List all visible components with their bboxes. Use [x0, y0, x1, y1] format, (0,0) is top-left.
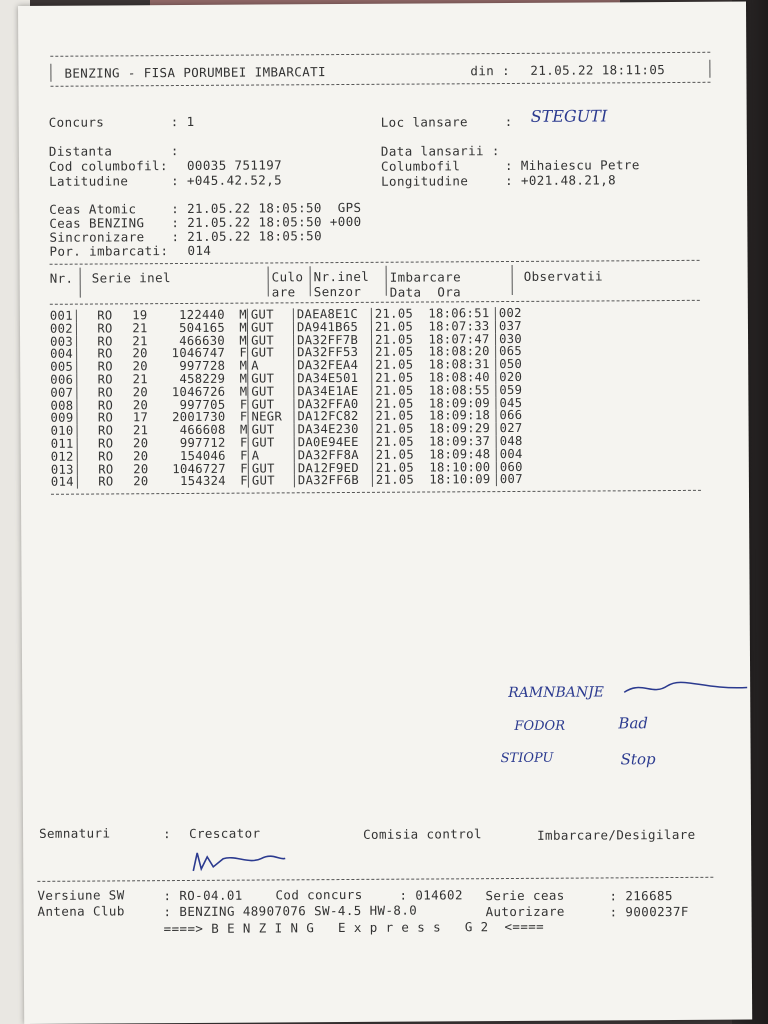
row-number: 006	[50, 372, 74, 387]
cod-columbofil-value: 00035 751197	[186, 157, 283, 173]
ring-year: 20	[132, 359, 148, 374]
row-number: 005	[50, 359, 74, 374]
pigeon-sex: F	[240, 448, 248, 463]
observation: 066	[496, 409, 540, 422]
boarding-datetime: 21.05 18:09:37	[372, 435, 496, 449]
loc-lansare-colon: :	[504, 113, 513, 130]
ring-country: RO	[97, 398, 114, 413]
ring-country: RO	[98, 474, 114, 489]
boarding-datetime: 21.05 18:07:33	[371, 320, 495, 334]
boarding-datetime: 21.05 18:09:48	[372, 448, 496, 462]
col-nr: Nr.	[49, 270, 74, 286]
ring-year: 20	[133, 474, 149, 489]
row-divider	[77, 425, 86, 438]
comisia-control-label: Comisia control	[363, 826, 483, 842]
loc-lansare-handwritten: STEGUTI	[530, 106, 608, 126]
observation: 065	[496, 345, 540, 358]
observation: 020	[496, 371, 540, 384]
boarding-datetime: 21.05 18:08:55	[372, 384, 496, 398]
boarding-datetime: 21.05 18:07:47	[372, 333, 496, 347]
ring-year: 21	[132, 423, 149, 438]
handwritten-signature-3: Stop	[620, 750, 656, 769]
ring-year: 21	[132, 321, 148, 336]
cod-concurs-value: : 014602	[399, 887, 463, 903]
col-serie-inel: Serie inel	[91, 270, 171, 286]
ceas-benzing-label: Ceas BENZING	[49, 215, 145, 231]
crescator-label: Crescator	[189, 825, 261, 841]
observation: 007	[496, 473, 540, 486]
ring-number: 504165	[179, 320, 226, 335]
pigeon-color: GUT	[247, 321, 293, 334]
pigeon-sex: F	[240, 461, 248, 476]
ceas-benzing-value: : 21.05.22 18:05:50 +000	[171, 213, 362, 231]
row-number: 007	[50, 385, 74, 400]
print-datetime: 21.05.22 18:11:05	[530, 62, 666, 78]
semnaturi-colon: :	[163, 826, 172, 842]
observation: 048	[496, 435, 540, 448]
sensor-id: DA32FEA4	[294, 359, 372, 372]
ring-year: 20	[132, 346, 148, 361]
pigeon-color: GUT	[248, 462, 294, 475]
pigeon-color: GUT	[248, 385, 294, 398]
versiune-sw-value: : RO-04.01	[163, 887, 243, 904]
ring-country: RO	[97, 359, 113, 374]
table-top-border	[50, 260, 700, 265]
observation: 027	[496, 422, 540, 435]
pigeon-sex: M	[239, 320, 248, 335]
col-culoare-2: are	[271, 284, 296, 300]
sensor-id: DA12F9ED	[294, 461, 372, 474]
pigeon-color: NEGR	[248, 411, 294, 424]
ring-country: RO	[97, 321, 113, 336]
printed-document	[18, 2, 752, 1024]
concurs-value: : 1	[170, 113, 195, 130]
table-bottom-border	[51, 490, 701, 495]
pigeon-sex: M	[239, 333, 248, 348]
row-number: 002	[49, 321, 73, 336]
footer-top-border	[37, 877, 713, 882]
loc-lansare-label: Loc lansare	[380, 114, 468, 130]
row-divider	[77, 399, 86, 412]
observation: 045	[496, 396, 540, 409]
observation: 037	[495, 320, 539, 333]
observation: 002	[495, 307, 539, 320]
ring-year: 17	[132, 410, 149, 425]
pigeon-color: GUT	[248, 372, 294, 385]
ring-year: 20	[132, 436, 149, 451]
benzing-banner: ====> B E N Z I N G E x p r e s s G 2 <====	[163, 918, 545, 937]
row-divider	[77, 348, 86, 361]
col-divider	[268, 266, 269, 296]
sensor-id: DA34E1AE	[294, 385, 372, 398]
pigeon-color: GUT	[248, 334, 294, 347]
boarding-datetime: 21.05 18:06:51	[371, 307, 495, 321]
ceas-atomic-label: Ceas Atomic	[49, 201, 137, 217]
ring-number: 1046726	[171, 384, 226, 399]
observation: 050	[496, 358, 540, 371]
ceas-atomic-value: : 21.05.22 18:05:50 GPS	[171, 199, 362, 217]
handwritten-name-2: FODOR	[514, 718, 566, 734]
observation: 060	[496, 460, 540, 473]
boarding-datetime: 21.05 18:09:09	[372, 397, 496, 411]
porumbei-imbarcati-value: 014	[187, 242, 212, 258]
handwritten-name-1: RAMNBANJE	[508, 684, 604, 702]
distanta-label: Distanta	[48, 143, 113, 159]
serie-ceas-value: : 216685	[609, 888, 673, 904]
pigeon-sex: M	[239, 371, 248, 386]
boarding-datetime: 21.05 18:08:40	[372, 371, 496, 385]
ring-country: RO	[97, 410, 114, 425]
serie-ceas-label: Serie ceas	[485, 887, 565, 904]
row-number: 012	[50, 449, 74, 464]
table-header-border	[50, 300, 700, 305]
pigeon-table	[50, 307, 540, 489]
antena-club-value: : BENZING 48907076 SW-4.5 HW-8.0	[163, 902, 418, 920]
columbofil-value: : Mihaiescu Petre	[504, 157, 640, 174]
sensor-id: DA12FC82	[294, 410, 372, 423]
din-label: din :	[470, 62, 511, 79]
ring-number: 1046747	[171, 346, 226, 361]
ring-year: 20	[132, 384, 149, 400]
columbofil-label: Columbofil	[380, 158, 461, 174]
ring-number: 997705	[179, 397, 226, 412]
porumbei-imbarcati-label: Por. imbarcati:	[49, 243, 169, 259]
autorizare-label: Autorizare	[485, 903, 565, 920]
longitudine-value: : +021.48.21,8	[505, 172, 617, 189]
row-number: 008	[50, 398, 74, 413]
header-top-border	[50, 52, 710, 57]
boarding-datetime: 21.05 18:08:31	[372, 358, 496, 372]
row-divider	[77, 438, 86, 451]
ring-year: 21	[132, 372, 148, 387]
sincronizare-value: : 21.05.22 18:05:50	[171, 228, 323, 245]
row-number: 001	[49, 308, 73, 323]
ring-country: RO	[97, 334, 113, 349]
ring-number: 122440	[179, 307, 225, 323]
pigeon-sex: F	[239, 409, 248, 425]
row-divider	[76, 322, 85, 335]
ring-country: RO	[97, 308, 113, 323]
pigeon-sex: M	[239, 422, 248, 437]
row-number: 013	[50, 462, 74, 477]
row-number: 011	[50, 436, 74, 451]
semnaturi-label: Semnaturi	[39, 825, 111, 841]
boarding-datetime: 21.05 18:09:29	[372, 422, 496, 436]
handwritten-signature-2: Bad	[618, 714, 649, 733]
ring-number: 997712	[179, 435, 226, 450]
table-row	[51, 473, 540, 489]
header-left-border	[50, 64, 51, 82]
ring-number: 466630	[179, 333, 226, 348]
ring-country: RO	[97, 372, 113, 387]
pigeon-sex: F	[240, 473, 248, 489]
col-nr-inel: Nr.inel	[313, 268, 370, 285]
observation: 004	[496, 448, 540, 461]
sensor-id: DAEA8E1C	[293, 308, 371, 321]
pigeon-color: GUT	[248, 398, 294, 411]
row-divider	[77, 386, 86, 399]
pigeon-sex: F	[239, 435, 248, 450]
imbarcare-desigilare-label: Imbarcare/Desigilare	[537, 826, 696, 843]
pigeon-sex: M	[239, 307, 247, 322]
latitudine-value: : +045.42.52,5	[171, 172, 283, 189]
observation: 030	[496, 332, 540, 345]
ring-year: 20	[133, 461, 149, 476]
pigeon-color: GUT	[248, 347, 294, 360]
ring-country: RO	[98, 461, 114, 477]
col-divider	[512, 265, 513, 295]
sensor-id: DA32FF53	[294, 346, 372, 359]
autorizare-value: : 9000237F	[609, 903, 689, 920]
boarding-datetime: 21.05 18:08:20	[372, 345, 496, 359]
concurs-label: Concurs	[48, 114, 105, 130]
sincronizare-label: Sincronizare	[49, 229, 145, 245]
pigeon-color: GUT	[247, 308, 293, 321]
data-lansarii-label: Data lansarii :	[380, 143, 500, 159]
row-divider	[77, 335, 86, 348]
sensor-id: DA32FF6B	[294, 474, 372, 487]
cod-concurs-label: Cod concurs	[275, 886, 363, 903]
ring-number: 154324	[180, 474, 226, 489]
boarding-datetime: 21.05 18:09:18	[372, 409, 496, 423]
ring-number: 466608	[179, 422, 226, 438]
row-divider	[77, 412, 86, 425]
ring-number: 1046727	[172, 461, 226, 476]
ring-year: 19	[132, 308, 148, 323]
pigeon-color: A	[248, 360, 294, 373]
row-number: 014	[50, 475, 74, 490]
sensor-id: DA32FFA0	[294, 397, 372, 410]
col-divider	[310, 266, 311, 296]
sensor-id: DA34E230	[294, 423, 372, 436]
pigeon-color: GUT	[248, 475, 294, 488]
observation: 059	[496, 384, 540, 397]
ring-number: 997728	[179, 358, 226, 374]
row-divider	[77, 463, 86, 476]
boarding-datetime: 21.05 18:10:00	[372, 461, 496, 475]
row-number: 004	[50, 347, 74, 362]
row-number: 010	[50, 423, 74, 438]
handwritten-name-3: STIOPU	[500, 750, 554, 767]
ring-number: 154046	[179, 448, 226, 463]
row-divider	[77, 476, 86, 489]
pigeon-color: GUT	[248, 436, 294, 449]
row-divider	[77, 361, 86, 374]
header-right-border	[709, 60, 710, 78]
signature-stroke-1	[622, 678, 752, 699]
document-title: BENZING - FISA PORUMBEI IMBARCATI	[64, 64, 326, 81]
col-imbarcare: Imbarcare	[389, 269, 462, 285]
crescator-signature	[189, 846, 289, 875]
ring-country: RO	[98, 449, 114, 464]
pigeon-color: GUT	[248, 423, 294, 436]
ring-country: RO	[97, 385, 114, 400]
header-bottom-border	[50, 82, 710, 87]
pigeon-sex: M	[239, 358, 248, 373]
distanta-value: :	[170, 143, 179, 159]
col-divider	[386, 266, 387, 296]
col-observatii: Observatii	[523, 268, 603, 284]
boarding-datetime: 21.05 18:10:09	[372, 473, 496, 487]
pigeon-sex: F	[239, 345, 248, 361]
row-divider	[76, 310, 85, 323]
pigeon-sex: F	[239, 397, 248, 412]
sensor-id: DA34E501	[294, 372, 372, 385]
ring-country: RO	[97, 346, 113, 361]
sensor-id: DA32FF8A	[294, 449, 372, 462]
ring-country: RO	[97, 423, 114, 438]
sensor-id: DA32FF7B	[294, 333, 372, 346]
sensor-id: DA0E94EE	[294, 436, 372, 449]
row-number: 009	[50, 411, 74, 426]
row-divider	[77, 450, 86, 463]
sensor-id: DA941B65	[293, 321, 371, 334]
ring-year: 21	[132, 333, 148, 348]
col-senzor: Senzor	[313, 283, 362, 300]
col-data-ora: Data Ora	[389, 284, 462, 300]
col-divider	[80, 268, 81, 298]
row-number: 003	[50, 334, 74, 349]
cod-columbofil-label: Cod columbofil:	[48, 158, 168, 174]
ring-year: 20	[132, 397, 149, 412]
latitudine-label: Latitudine	[49, 173, 129, 189]
pigeon-sex: M	[239, 384, 248, 399]
ring-year: 20	[133, 448, 149, 464]
pigeon-color: A	[248, 449, 294, 462]
versiune-sw-label: Versiune SW	[37, 887, 125, 903]
longitudine-label: Longitudine	[381, 173, 469, 189]
ring-country: RO	[97, 436, 114, 451]
row-divider	[77, 374, 86, 387]
ring-number: 2001730	[172, 410, 226, 425]
antena-club-label: Antena Club	[37, 903, 125, 919]
ring-number: 458229	[179, 371, 226, 387]
col-culoare-1: Culo	[271, 269, 304, 285]
